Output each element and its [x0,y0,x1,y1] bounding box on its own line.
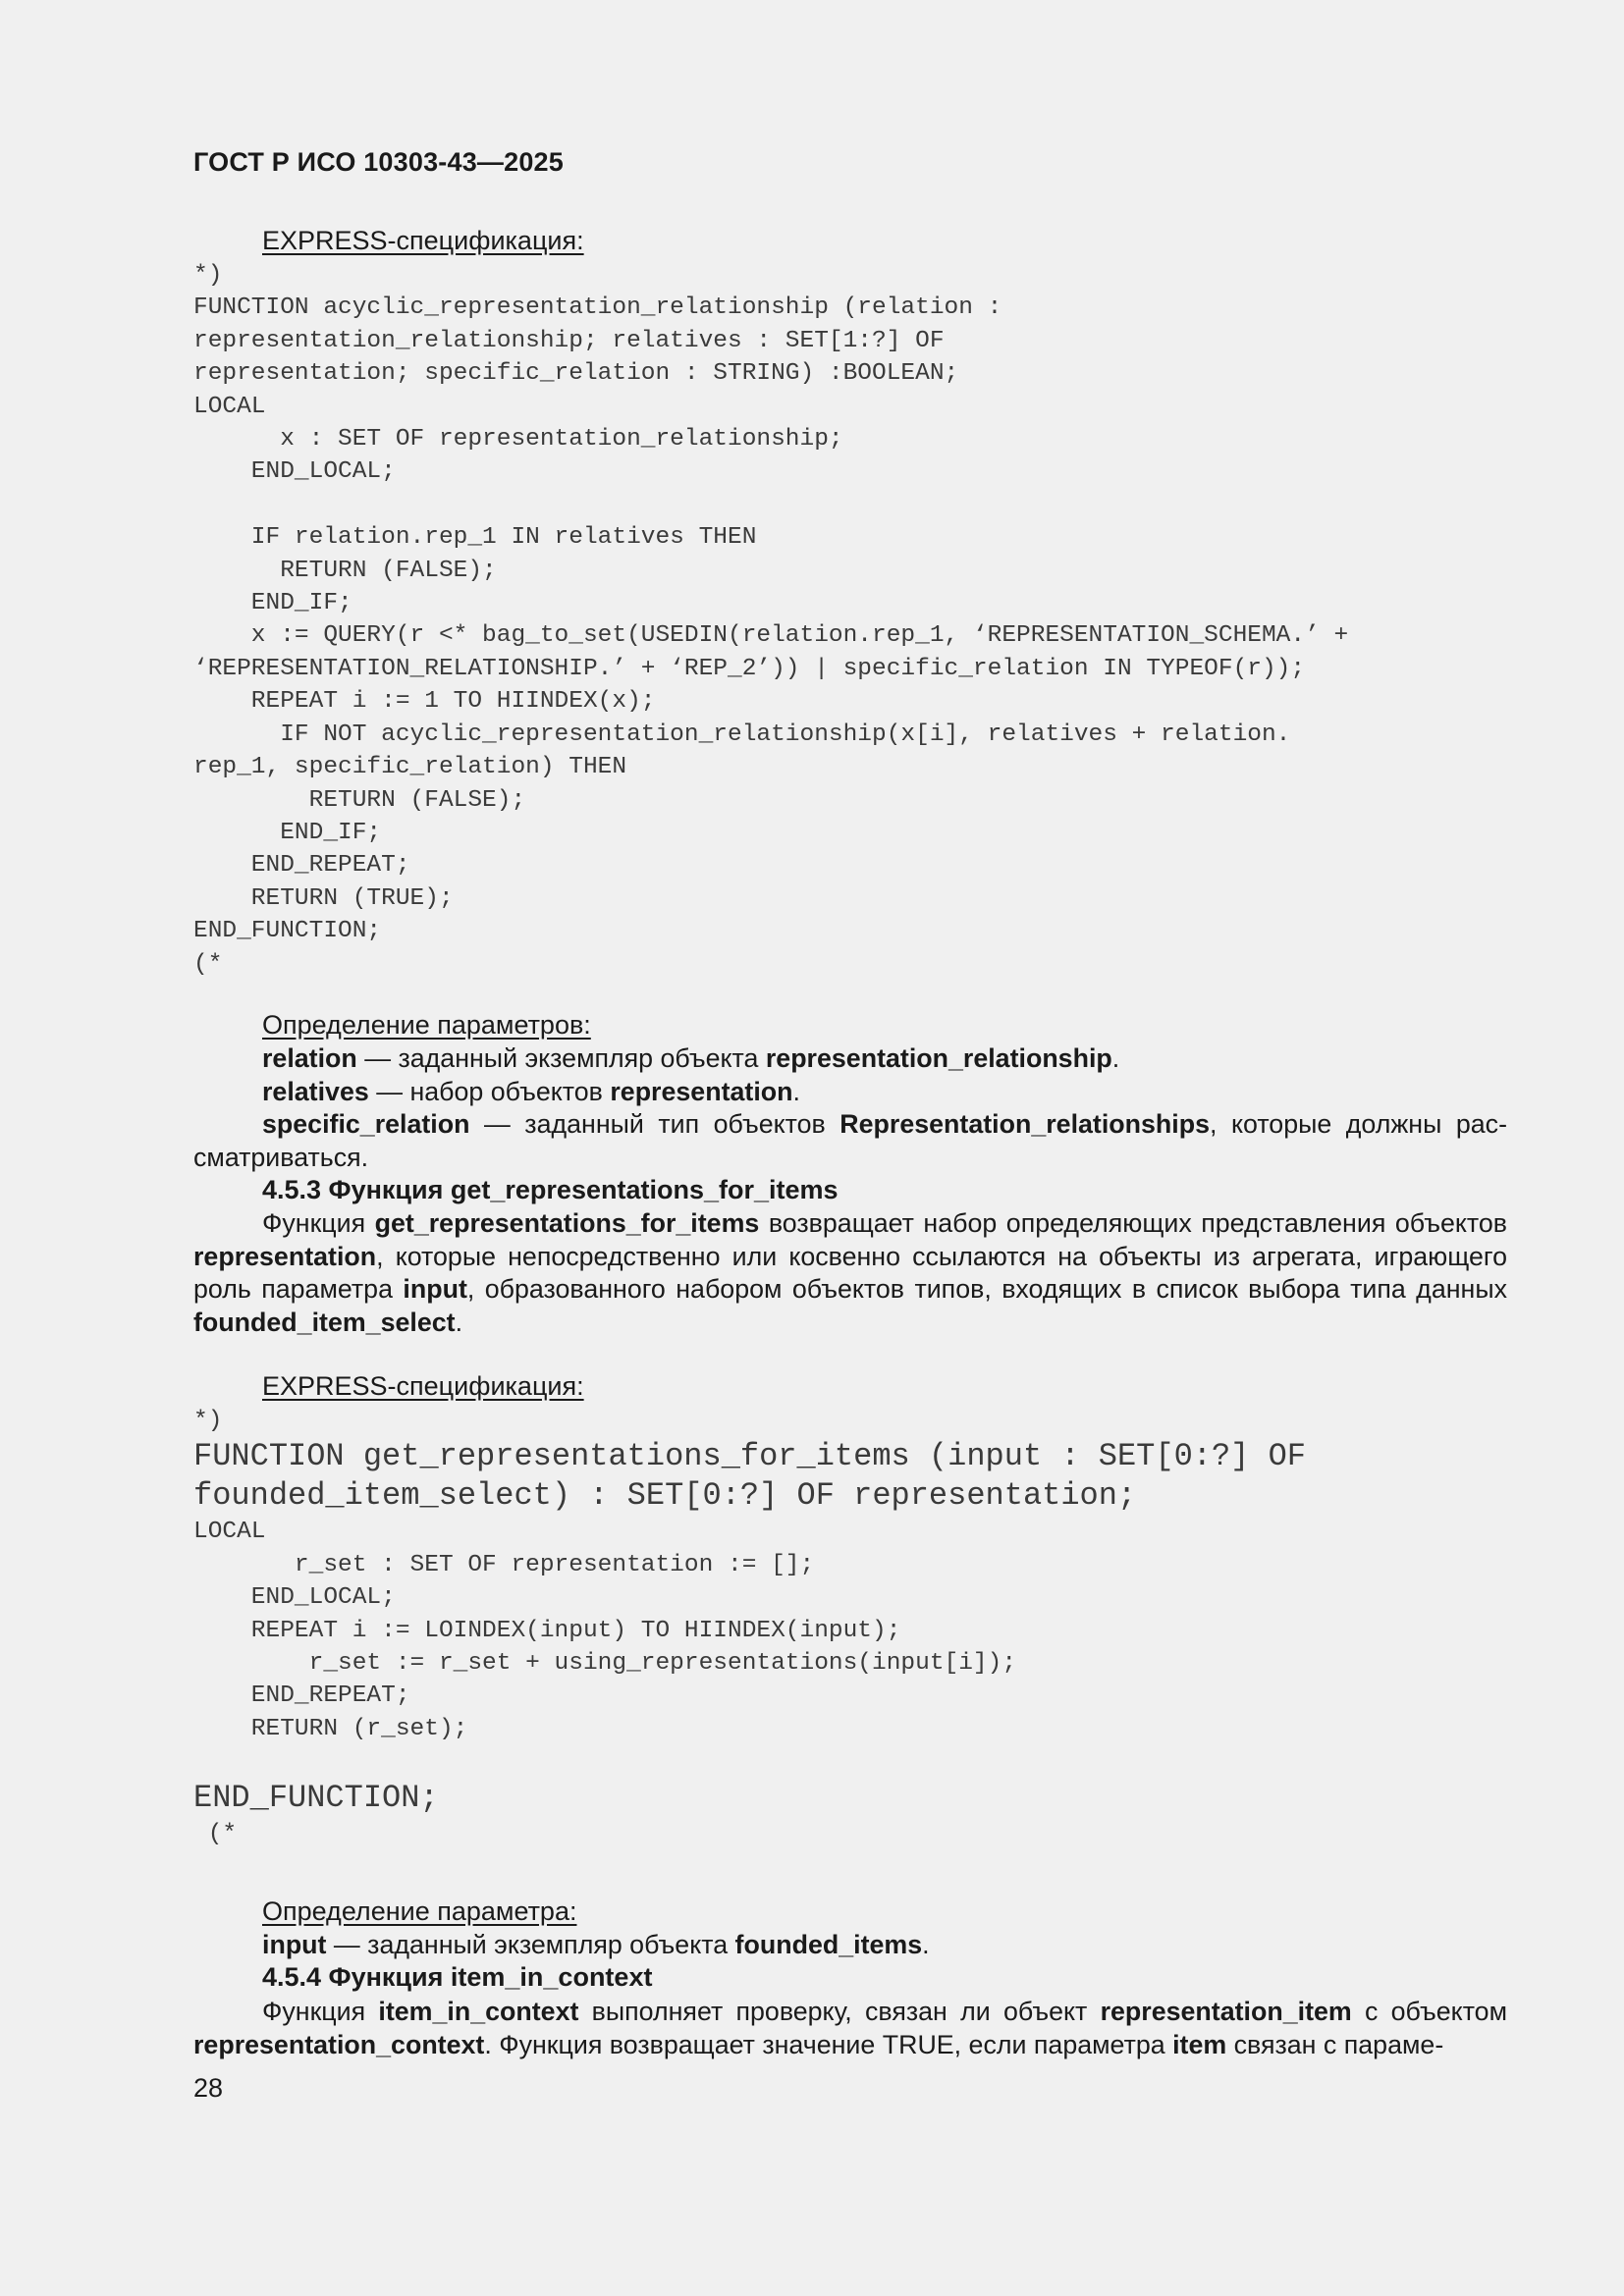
param-label: Определение параметра: [262,1896,577,1926]
param-specific-relation: specific_relation — заданный тип объектов Representation_relationships, которые должны рассматриваться. [193,1109,1507,1172]
section-heading-4-5-4: 4.5.4 Функция item_in_context [262,1962,653,1992]
page-number: 28 [193,2073,224,2103]
code-block-get-representations: *) FUNCTION get_representations_for_items (input : SET[0:?] OF founded_item_select) : SET[0:?] OF representation; LOCAL r_set : SET OF representation := []; END_LOCAL; REPEAT i := LOINDEX(input) TO HIINDEX(input); r_set := r_set + using_representations(input[i]); END_REPEAT; RETURN (r_set); END_FUNCTION; (* [193,1408,1306,1847]
param-input: input — заданный экземпляр объекта founded_items. [262,1930,930,1959]
params-label: Определение параметров: [262,1010,591,1040]
paragraph-4-5-3: Функция get_representations_for_items возвращает набор определяющих представления объектов representation, которые непосредственно или косвенно ссылаются на объекты из агрегата, играющего роль параметра input, образованного набором объектов типов, входящих в список выбора типа данных founded_item_select. [193,1208,1507,1337]
express-spec-label-1: EXPRESS-спецификация: [262,226,584,255]
paragraph-4-5-4: Функция item_in_context выполняет проверку, связан ли объект representation_item с объектом representation_context. Функция возвращает значение TRUE, если параметра item связан с параме- [193,1997,1507,2059]
express-spec-label-2: EXPRESS-спецификация: [262,1371,584,1401]
params-list [193,1042,1507,1174]
code-block-acyclic: *) FUNCTION acyclic_representation_relationship (relation : representation_relationship; relatives : SET[1:?] OF representation; specific_relation : STRING) :BOOLEAN; LOCAL x : SET OF representation_relationship; END_LOCAL; IF relation.rep_1 IN relatives THEN RETURN (FALSE); END_IF; x := QUERY(r <* bag_to_set(USEDIN(relation.rep_1, ‘REPRESENTATION_SCHEMA.’ + ‘REPRESENTATION_RELATIONSHIP.’ + ‘REP_2’)) | specific_relation IN TYPEOF(r)); REPEAT i := 1 TO HIINDEX(x); IF NOT acyclic_representation_relationship(x[i], relatives + relation. rep_1, specific_relation) THEN RETURN (FALSE); END_IF; END_REPEAT; RETURN (TRUE); END_FUNCTION; (* [193,262,1349,978]
param-relation: relation — заданный экземпляр объекта representation_relationship. [262,1043,1120,1073]
section-heading-4-5-3: 4.5.3 Функция get_representations_for_items [262,1175,839,1204]
document-header: ГОСТ Р ИСО 10303-43—2025 [193,147,564,177]
param-relatives: relatives — набор объектов representation. [262,1076,800,1106]
